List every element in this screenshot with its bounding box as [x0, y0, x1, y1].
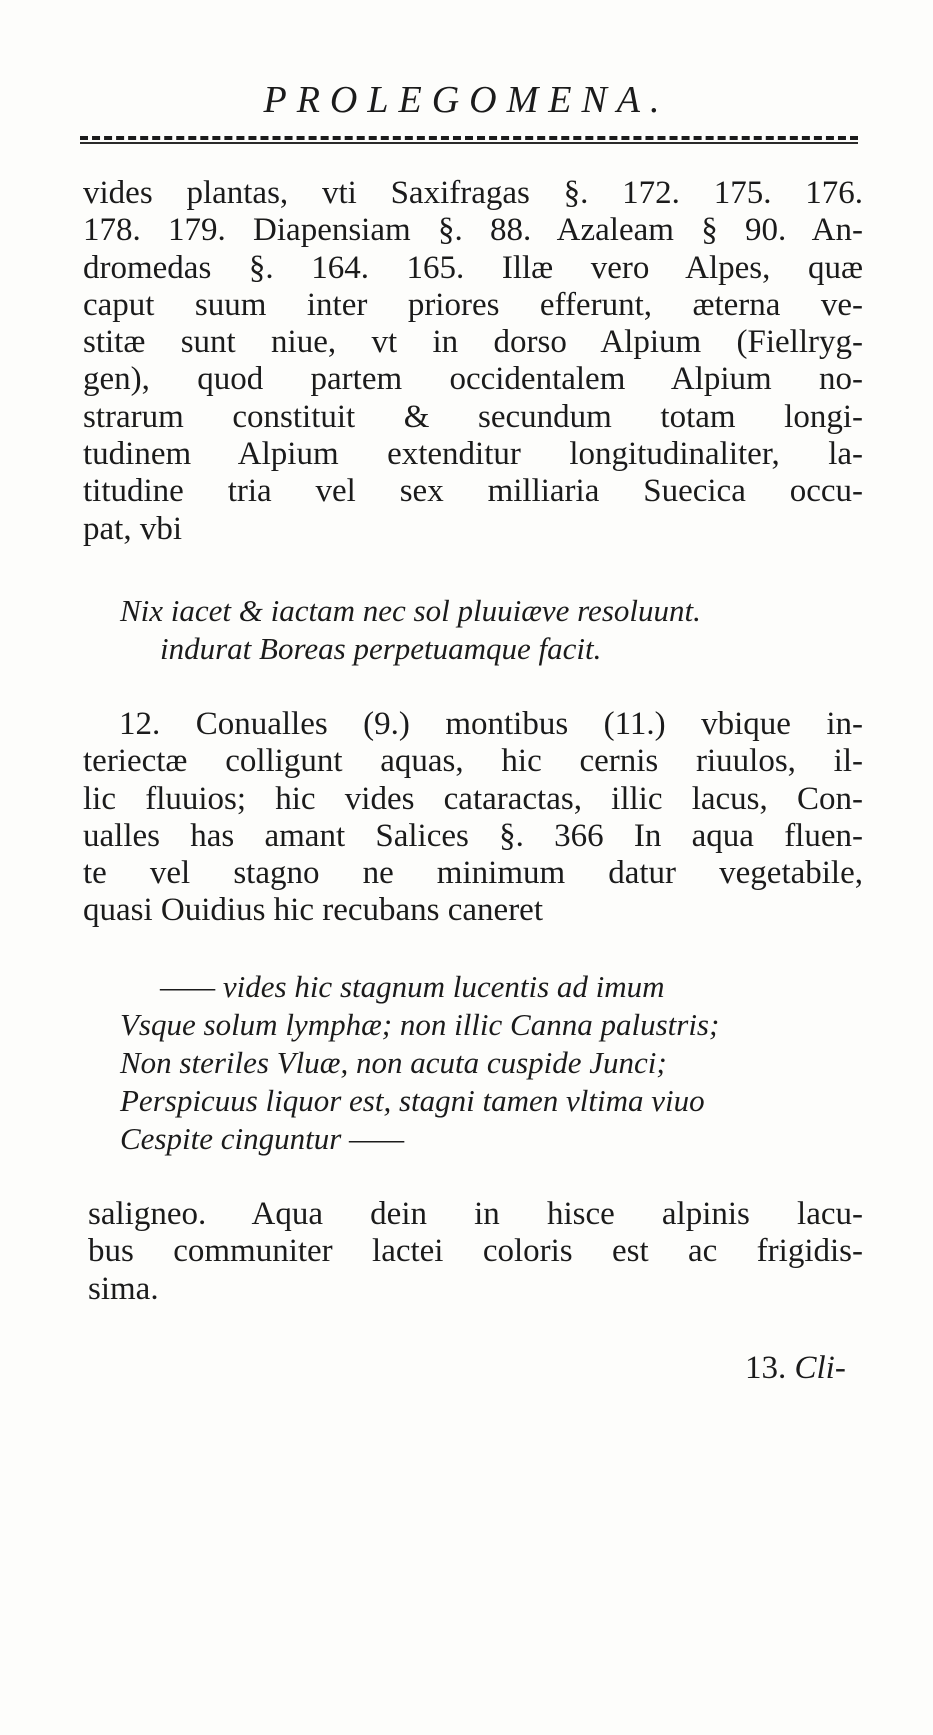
verse-line: Vsque solum lymphæ; non illic Canna palustris;: [120, 1007, 720, 1042]
text-line: 178. 179. Diapensiam §. 88. Azaleam § 90. An-: [83, 212, 863, 249]
text-line: vides plantas, vti Saxifragas §. 172. 175. 176.: [83, 175, 863, 211]
catchword-number: 13.: [745, 1350, 787, 1386]
verse-line: indurat Boreas perpetuamque facit.: [160, 631, 602, 666]
header-rule: [80, 136, 858, 140]
text-line: dromedas §. 164. 165. Illæ vero Alpes, quæ: [83, 249, 863, 286]
text-line: saligneo. Aqua dein in hisce alpinis lacu-: [88, 1196, 863, 1232]
text-line: bus communiter lactei coloris est ac frigidis-: [88, 1233, 863, 1270]
verse-line: Non steriles Vluæ, non acuta cuspide Junci;: [120, 1045, 667, 1080]
text-line: ualles has amant Salices §. 366 In aqua fluen-: [83, 817, 863, 854]
text-line: gen), quod partem occidentalem Alpium no-: [83, 361, 863, 398]
verse-quotation-1: [120, 592, 701, 668]
verse-quotation-2: [120, 968, 719, 1158]
verse-line: Perspicuus liquor est, stagni tamen vltima viuo: [120, 1083, 705, 1118]
text-line: te vel stagno ne minimum datur vegetabile,: [83, 855, 863, 892]
paragraph-3: [88, 1196, 863, 1308]
text-line: pat, vbi: [83, 510, 182, 547]
catchword: [745, 1350, 846, 1387]
text-line: quasi Ouidius hic recubans caneret: [83, 892, 544, 929]
text-line: titudine tria vel sex milliaria Suecica occu-: [83, 473, 863, 510]
verse-line: —— vides hic stagnum lucentis ad imum: [160, 969, 665, 1004]
text-line: stitæ sunt niue, vt in dorso Alpium (Fiellryg-: [83, 324, 863, 361]
paragraph-1: [83, 175, 863, 548]
running-head: PROLEGOMENA.: [263, 79, 670, 121]
paragraph-2: [83, 706, 863, 930]
text-line: teriectæ colligunt aquas, hic cernis riuulos, il-: [83, 743, 863, 780]
verse-line: Nix iacet & iactam nec sol pluuiæve resoluunt.: [120, 593, 701, 628]
text-line: tudinem Alpium extenditur longitudinaliter, la-: [83, 436, 863, 473]
verse-line: Cespite cinguntur ——: [120, 1121, 405, 1156]
text-line: 12. Conualles (9.) montibus (11.) vbique in-: [119, 706, 863, 742]
text-line: lic fluuios; hic vides cataractas, illic lacus, Con-: [83, 780, 863, 817]
text-line: sima.: [88, 1270, 159, 1307]
header-rule-underline: [80, 142, 858, 144]
text-line: strarum constituit & secundum totam longi-: [83, 398, 863, 435]
catchword-word: Cli-: [794, 1350, 846, 1386]
text-line: caput suum inter priores efferunt, æterna ve-: [83, 286, 863, 323]
